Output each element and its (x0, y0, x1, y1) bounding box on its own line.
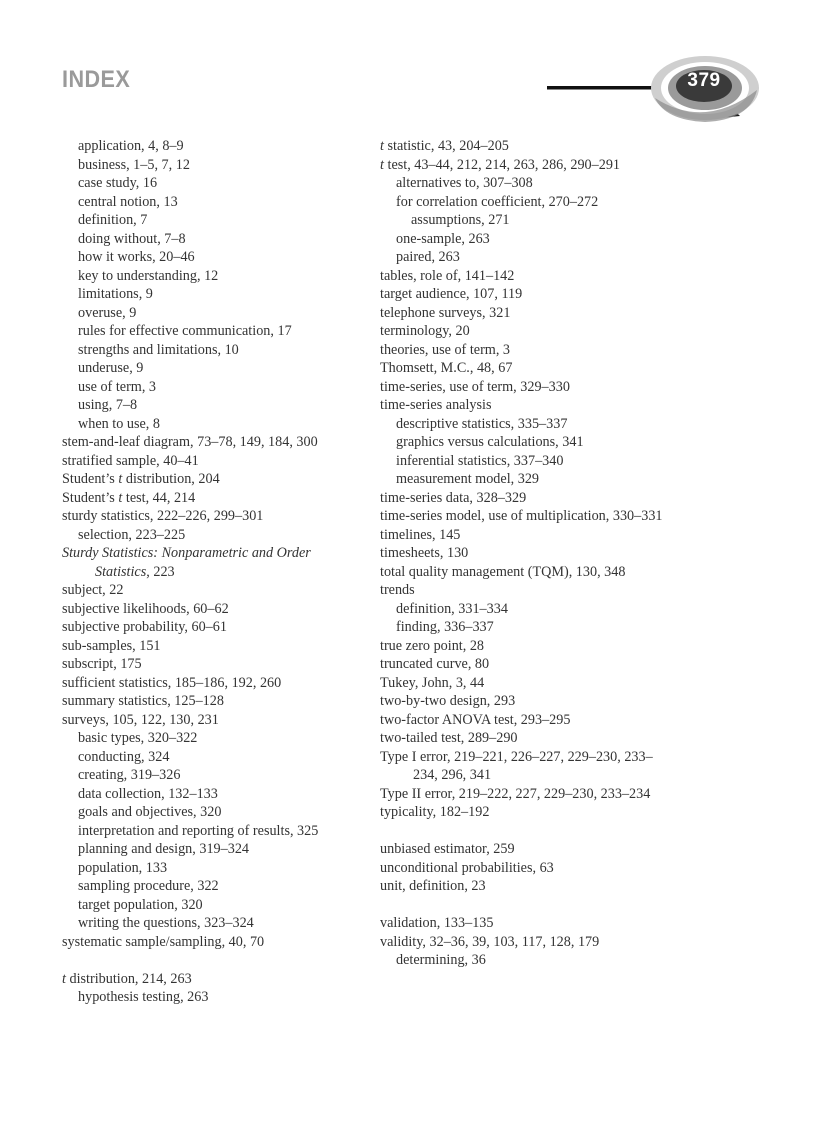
index-entry: terminology, 20 (380, 323, 470, 339)
entry-italic-text: Sturdy Statistics: Nonparametric and Order Statistics (62, 545, 311, 580)
index-entry: time-series model, use of multiplication, 330–331 (380, 508, 663, 524)
index-entry: timesheets, 130 (380, 545, 469, 561)
index-subentry: interpretation and reporting of results, 325 (78, 822, 319, 839)
index-entry: truncated curve, 80 (380, 656, 490, 672)
index-subentry: graphics versus calculations, 341 (396, 434, 584, 450)
index-entry: stem-and-leaf diagram, 73–78, 149, 184, 300 (62, 434, 318, 450)
index-entry: validation, 133–135 (380, 915, 494, 931)
index-entry: summary statistics, 125–128 (62, 693, 224, 709)
index-subentry: descriptive statistics, 335–337 (396, 415, 568, 432)
index-entry: time-series, use of term, 329–330 (380, 378, 570, 395)
index-entry: subjective likelihoods, 60–62 (62, 600, 229, 617)
index-entry: two-by-two design, 293 (380, 693, 516, 709)
index-subentry: assumptions, 271 (411, 212, 510, 228)
index-entry: subject, 22 (62, 582, 124, 598)
index-entry (62, 970, 362, 989)
index-entry: time-series data, 328–329 (380, 489, 527, 506)
index-entry: Tukey, John, 3, 44 (380, 674, 485, 691)
index-subentry: hypothesis testing, 263 (78, 989, 209, 1005)
index-entry: subjective probability, 60–61 (62, 619, 227, 635)
index-subentry: alternatives to, 307–308 (396, 175, 533, 191)
entry-italic-text: t (62, 970, 66, 987)
index-entry: Type I error, 219–221, 226–227, 229–230, 233–234, 296, 341 (380, 748, 653, 783)
entry-text: Student’s (62, 489, 119, 506)
index-subentry: rules for effective communication, 17 (78, 323, 292, 339)
index-entry: true zero point, 28 (380, 637, 485, 654)
index-subentry: paired, 263 (396, 249, 460, 265)
entry-text: distribution, 214, 263 (65, 970, 192, 987)
index-subentry: central notion, 13 (78, 193, 178, 210)
index-letter-gap (380, 822, 670, 841)
index-entry: target audience, 107, 119 (380, 286, 523, 302)
entry-text: statistic, 43, 204–205 (383, 138, 509, 154)
index-entry: typicality, 182–192 (380, 804, 490, 820)
index-subentry: overuse, 9 (78, 304, 137, 321)
index-subentry: doing without, 7–8 (78, 230, 186, 247)
index-entry: two-factor ANOVA test, 293–295 (380, 711, 571, 728)
index-entry: theories, use of term, 3 (380, 341, 511, 358)
index-entry: total quality management (TQM), 130, 348 (380, 563, 626, 580)
entry-italic-text: t (118, 471, 123, 487)
index-entry: timelines, 145 (380, 526, 461, 543)
index-entry: surveys, 105, 122, 130, 231 (62, 711, 219, 728)
index-subentry: writing the questions, 323–324 (78, 915, 254, 931)
index-entry (380, 156, 670, 175)
index-entry: two-tailed test, 289–290 (380, 730, 518, 746)
index-subentry: selection, 223–225 (78, 526, 186, 543)
entry-italic-text: t (380, 156, 384, 173)
index-subentry: one-sample, 263 (396, 230, 490, 247)
index-subentry: application, 4, 8–9 (78, 138, 184, 154)
index-subentry: business, 1–5, 7, 12 (78, 156, 190, 173)
index-entry: sturdy statistics, 222–226, 299–301 (62, 508, 264, 524)
index-entry (62, 544, 362, 581)
index-subentry: measurement model, 329 (396, 471, 540, 487)
index-letter-gap (62, 951, 362, 970)
index-subentry: finding, 336–337 (396, 619, 494, 635)
index-subentry: planning and design, 319–324 (78, 841, 250, 857)
index-subentry: how it works, 20–46 (78, 249, 195, 265)
index-entry: Type II error, 219–222, 227, 229–230, 233–234 (380, 785, 651, 802)
entry-italic-text: t (380, 138, 384, 154)
index-entry: validity, 32–36, 39, 103, 117, 128, 179 (380, 933, 600, 950)
index-subentry: creating, 319–326 (78, 767, 181, 783)
entry-text: Student’s (62, 471, 119, 487)
index-subentry: population, 133 (78, 859, 168, 876)
index-subentry: basic types, 320–322 (78, 730, 198, 746)
index-entry: stratified sample, 40–41 (62, 452, 199, 469)
index-entry: unbiased estimator, 259 (380, 841, 515, 857)
index-entry: sub-samples, 151 (62, 637, 161, 654)
index-subentry: determining, 36 (396, 952, 486, 968)
entry-text: , 223 (146, 563, 175, 580)
index-subentry: target population, 320 (78, 896, 203, 913)
index-entry: sufficient statistics, 185–186, 192, 260 (62, 674, 282, 691)
index-column-left (62, 137, 362, 1007)
index-entry (62, 489, 362, 508)
index-subentry: definition, 331–334 (396, 600, 508, 617)
index-subentry: definition, 7 (78, 212, 148, 228)
index-subentry: strengths and limitations, 10 (78, 341, 239, 358)
index-subentry: for correlation coefficient, 270–272 (396, 193, 599, 210)
page-number: 379 (687, 70, 721, 91)
entry-text: distribution, 204 (122, 471, 220, 487)
index-column-right (380, 137, 670, 970)
index-subentry: conducting, 324 (78, 748, 170, 765)
index-subentry: data collection, 132–133 (78, 785, 218, 802)
index-entry: subscript, 175 (62, 656, 142, 672)
index-entry: telephone surveys, 321 (380, 304, 511, 321)
index-entry: tables, role of, 141–142 (380, 267, 515, 284)
entry-italic-text: t (118, 489, 123, 506)
index-subentry: limitations, 9 (78, 286, 153, 302)
index-subentry: use of term, 3 (78, 378, 157, 395)
index-entry: Thomsett, M.C., 48, 67 (380, 360, 513, 376)
index-subentry: underuse, 9 (78, 360, 144, 376)
index-subentry: key to understanding, 12 (78, 267, 219, 284)
index-entry: time-series analysis (380, 397, 492, 413)
index-entry: unit, definition, 23 (380, 878, 486, 894)
page-header-title: INDEX (62, 66, 131, 93)
entry-text: test, 43–44, 212, 214, 263, 286, 290–291 (383, 156, 621, 173)
index-entry (62, 470, 362, 489)
index-subentry: using, 7–8 (78, 397, 138, 413)
index-entry: unconditional probabilities, 63 (380, 859, 554, 876)
index-subentry: inferential statistics, 337–340 (396, 452, 564, 469)
index-subentry: goals and objectives, 320 (78, 804, 222, 820)
index-entry: trends (380, 582, 415, 598)
entry-text: test, 44, 214 (122, 489, 196, 506)
index-subentry: sampling procedure, 322 (78, 878, 219, 894)
index-subentry: when to use, 8 (78, 415, 160, 432)
index-letter-gap (380, 896, 670, 915)
index-subentry: case study, 16 (78, 175, 158, 191)
index-entry (380, 137, 670, 156)
index-entry: systematic sample/sampling, 40, 70 (62, 933, 265, 950)
